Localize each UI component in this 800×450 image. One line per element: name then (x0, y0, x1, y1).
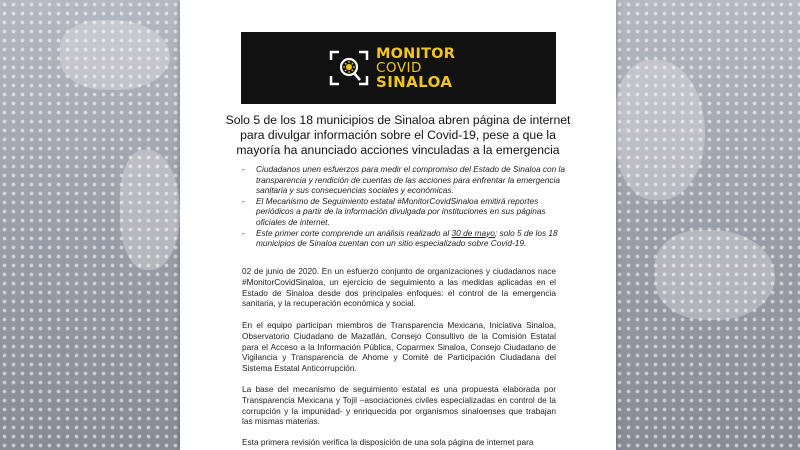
press-headline: Solo 5 de los 18 municipios de Sinaloa abren página de internet para divulgar información sobre el Covid-19, pese a que la mayoría ha anunciado acciones vinculadas a la emergencia (225, 113, 571, 157)
logo-line-sinaloa: SINALOA (376, 73, 453, 91)
bullet-dash: - (242, 227, 245, 238)
bullet-text-before: Este primer corte comprende un análisis realizado al (256, 227, 452, 238)
body-paragraph: 02 de junio de 2020. En un esfuerzo conjunto de organizaciones y ciudadanos nace #MonitorCovidSinaloa, un ejercicio de seguimiento a las medidas aplicadas en el Estado de Sinaloa desde dos principales enfoques: el control de la emergencia sanitaria, y la recuperación económica y social. (242, 266, 556, 309)
logo-line-covid: COVID (376, 60, 422, 76)
bullet-item (242, 164, 566, 196)
map-landmass (60, 20, 170, 90)
right-map-background (615, 0, 800, 450)
body-paragraph: Esta primera revisión verifica la disposición de una sola página de internet para (242, 437, 534, 447)
document-page (180, 0, 616, 450)
bullet-item (242, 195, 566, 228)
bullet-text: El Mecanismo de Seguimiento estatal #MonitorCovidSinaloa emitirá reportes periódicos a partir de la información divulgada por instituciones en sus páginas oficiales de internet. (256, 195, 546, 227)
bullet-item (242, 227, 566, 249)
logo-line-monitor: MONITOR (376, 46, 456, 62)
body-paragraph: En el equipo participan miembros de Transparencia Mexicana, Iniciativa Sinaloa, Observatorio Ciudadano de Mazatlán, Consejo Consultivo de la Comisión Estatal para el Acceso a la Información Pública, Coparmex Sinaloa, Consejo Ciudadano de Vigilancia y Transparencia de Ahome y Comité de Participación Ciudadana del Sistema Estatal Anticorrupción. (242, 320, 556, 374)
bullet-text-after: ; solo 5 de los 18 municipios de Sinaloa cuentan con un sitio especializado sobre Covid-19. (256, 227, 558, 249)
body-paragraph: La base del mecanismo de seguimiento estatal es una propuesta elaborada por Transparencia Mexicana y Tojil –asociaciones civiles especializadas en control de la corrupción y la impunidad- y enriquecida por organismos sinaloenses que trabajan las mismas materias. (242, 384, 556, 427)
logo-wordmark (376, 47, 455, 89)
summary-bullets (242, 164, 566, 249)
map-landmass (615, 60, 705, 200)
magnifier-virus-icon (329, 50, 369, 86)
bullet-dash: - (242, 164, 245, 174)
bullet-date-underlined: 30 de mayo (451, 227, 495, 238)
bullet-text: Ciudadanos unen esfuerzos para medir el compromiso del Estado de Sinaloa con la transparencia y rendición de cuentas de las acciones para enfrentar la emergencia sanitaria y sus consecuencias sociales y económicas. (256, 164, 566, 196)
monitor-covid-sinaloa-banner (241, 32, 556, 104)
left-map-background (0, 0, 180, 450)
map-landmass (655, 230, 775, 320)
map-landmass (120, 150, 180, 270)
bullet-dash: - (242, 195, 245, 206)
